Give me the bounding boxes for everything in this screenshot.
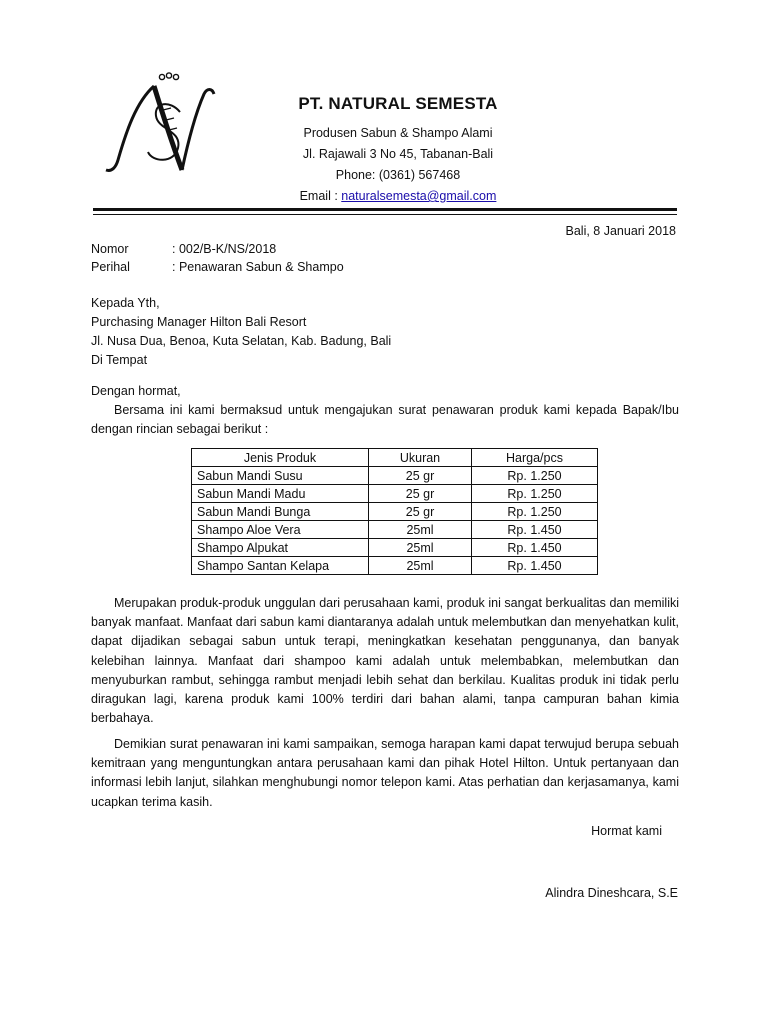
header-divider-thick [93,208,677,211]
column-header-product: Jenis Produk [192,449,369,467]
recipient-line-3: Jl. Nusa Dua, Benoa, Kuta Selatan, Kab. Badung, Bali [91,334,392,348]
salutation: Dengan hormat, [91,384,181,398]
company-name: PT. NATURAL SEMESTA [298,94,498,113]
signer-name: Alindra Dineshcara, S.E [545,886,678,900]
table-row [192,539,598,557]
email-link[interactable]: naturalsemesta@gmail.com [341,189,497,203]
product-price: Rp. 1.250 [472,485,598,503]
meta-label-perihal: Perihal [91,260,130,274]
company-address: Jl. Rajawali 3 No 45, Tabanan-Bali [302,147,494,161]
product-size: 25 gr [369,485,472,503]
product-size: 25ml [369,521,472,539]
column-header-price: Harga/pcs [472,449,598,467]
product-price: Rp. 1.450 [472,557,598,575]
intro-text: Bersama ini kami bermaksud untuk mengajukan surat penawaran produk kami kepada Bapak/Ibu dengan rincian sebagai berikut : [91,403,679,437]
intro-paragraph [91,401,679,439]
ns-monogram-logo-icon [96,72,220,180]
body-text-1: Merupakan produk-produk unggulan dari perusahaan kami, produk ini sangat berkualitas dan memiliki banyak manfaat. Manfaat dari sabun kami diantaranya adalah untuk melembutkan dan menyehatkan kulit, dapat dijadikan sebagai sabun untuk terapi, meningkatkan kesehatan penggunanya, dan banyak kelebihan lainnya. Manfaat dari shampoo kami adalah untuk melembabkan, melembutkan dan menyuburkan rambut, sehingga rambut menjadi lebih sehat dan berkilau. Kualitas produk ini tidak perlu diragukan lagi, karena produk kami 100% terdiri dari bahan alami, tanpa campuran bahan kimia berbahaya. [91,596,679,726]
table-row [192,503,598,521]
product-name: Sabun Mandi Madu [192,485,369,503]
product-price: Rp. 1.250 [472,503,598,521]
table-header-row [192,449,598,467]
table-row [192,467,598,485]
letter-date: Bali, 8 Januari 2018 [565,224,676,238]
recipient-line-4: Di Tempat [91,353,148,367]
table-row [192,521,598,539]
company-email [228,186,568,207]
product-size: 25ml [369,539,472,557]
product-table [191,448,598,575]
meta-value-nomor: : 002/B-K/NS/2018 [172,242,277,256]
recipient-line-2: Purchasing Manager Hilton Bali Resort [91,315,307,329]
company-tagline: Produsen Sabun & Shampo Alami [303,126,493,140]
product-name: Shampo Aloe Vera [192,521,369,539]
recipient-line-1: Kepada Yth, [91,296,160,310]
product-price: Rp. 1.250 [472,467,598,485]
closing-phrase: Hormat kami [591,824,662,838]
email-label: Email : [299,189,342,203]
body-paragraph-2 [91,735,679,812]
product-size: 25 gr [369,503,472,521]
product-name: Shampo Alpukat [192,539,369,557]
product-size: 25 gr [369,467,472,485]
product-price: Rp. 1.450 [472,539,598,557]
body-text-2: Demikian surat penawaran ini kami sampaikan, semoga harapan kami dapat terwujud berupa sebuah kemitraan yang menguntungkan antara perusahaan kami dan pihak Hotel Hilton. Untuk pertanyaan dan informasi lebih lanjut, silahkan menghubungi nomor telepon kami. Atas perhatian dan kerjasamanya, kami ucapkan terima kasih. [91,737,679,809]
header-divider-thin [93,214,677,215]
table-row [192,557,598,575]
table-row [192,485,598,503]
body-paragraph-1 [91,594,679,728]
product-name: Shampo Santan Kelapa [192,557,369,575]
product-price: Rp. 1.450 [472,521,598,539]
column-header-size: Ukuran [369,449,472,467]
product-name: Sabun Mandi Bunga [192,503,369,521]
company-phone: Phone: (0361) 567468 [335,168,461,182]
product-size: 25ml [369,557,472,575]
company-header [228,94,568,207]
meta-value-perihal: : Penawaran Sabun & Shampo [172,260,344,274]
meta-label-nomor: Nomor [91,242,129,256]
product-name: Sabun Mandi Susu [192,467,369,485]
